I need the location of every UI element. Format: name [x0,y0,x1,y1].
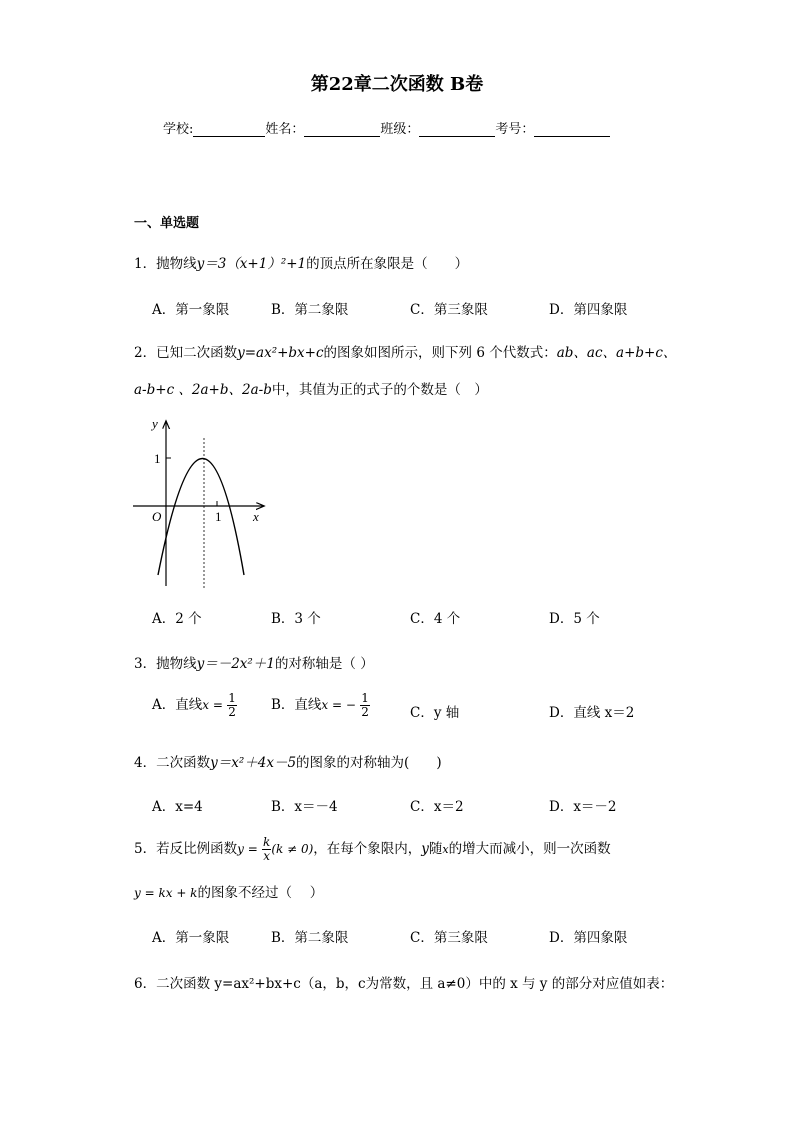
q5-option-c[interactable]: C．第三象限 [410,930,488,946]
q1-formula: y＝3（x+1）²+1 [196,256,307,272]
q5-pre: 5．若反比例函数 [134,841,238,857]
q4-option-d[interactable]: D．x＝－2 [549,799,617,815]
q2-pre: 2．已知二次函数 [134,345,238,361]
q2-post-2: 中，其值为正的式子的个数是（ ） [271,382,488,398]
q3-b-fraction [360,692,370,719]
school-blank[interactable] [193,122,265,137]
q4-post: 的图象的对称轴为( ) [296,755,442,771]
q2-option-b[interactable]: B．3 个 [271,611,321,627]
q3-a-den: 2 [228,705,236,719]
q2-formula: y=ax²+bx+c [237,345,324,361]
q3-option-b[interactable] [271,692,370,719]
q1-option-d[interactable]: D．第四象限 [549,302,628,318]
school-label: 学校: [163,122,194,137]
q3-option-a[interactable] [152,692,237,719]
q1-pre: 1．抛物线 [134,256,197,272]
q3-a-num: 1 [228,691,236,705]
origin-label: O [152,509,162,524]
question-2-line1 [134,341,676,361]
parabola-curve [158,459,244,576]
q1-post: 的顶点所在象限是（ ） [306,256,469,272]
q2-option-d[interactable]: D．5 个 [549,611,600,627]
q4-pre: 4．二次函数 [134,755,211,771]
q2-terms-2: a-b+c 、2a+b、2a-b [134,382,272,398]
question-6: 6．二次函数 y=ax²+bx+c（a，b，c为常数，且 a≠0）中的 x 与 y 的部分对应值如表： [134,976,674,992]
q3-formula: y＝－2x²＋1 [196,656,275,672]
q5-post: 的增大而减小，则一次函数 [448,841,611,857]
q5-line2-formula: y = kx + k [134,886,198,900]
exam-no-blank[interactable] [534,122,610,137]
q3-pre: 3．抛物线 [134,656,197,672]
q4-option-b[interactable]: B．x＝－4 [271,799,338,815]
q5-frac-num: k [263,835,271,849]
question-3 [134,652,374,672]
q5-fraction [262,836,271,863]
q2-terms-1: ab、ac、a+b+c、 [556,345,677,361]
q3-a-pre: A．直线 [152,697,203,713]
q3-option-c[interactable]: C．y 轴 [410,705,460,721]
parabola-graph [125,410,275,590]
q5-var-y: y [421,841,429,857]
q5-lhs: y = [237,842,258,856]
q3-a-fraction [227,692,237,719]
section-heading: 一、单选题 [134,216,200,231]
exam-no-label: 考号： [495,122,535,137]
student-info-line [163,118,610,137]
q3-b-den: 2 [361,705,369,719]
q5-frac-den: x [263,849,271,863]
y-axis-label: y [152,416,158,431]
x-tick-label: 1 [215,509,222,524]
q1-option-b[interactable]: B．第二象限 [271,302,349,318]
q3-b-eq: x = − [321,698,356,712]
question-2-line2 [134,378,488,398]
x-axis-label: x [253,509,259,524]
question-4 [134,751,442,771]
class-blank[interactable] [419,122,495,137]
q5-option-d[interactable]: D．第四象限 [549,930,628,946]
q3-a-eq: x = [202,698,223,712]
q5-mid2: 随 [428,841,443,857]
question-5-line1 [134,836,611,863]
q1-option-c[interactable]: C．第三象限 [410,302,488,318]
q5-cond: (k ≠ 0) [271,842,314,856]
q4-formula: y＝x²＋4x－5 [210,755,297,771]
q4-option-a[interactable]: A．x=4 [152,799,203,815]
q3-post: 的对称轴是（ ） [274,656,374,672]
q3-option-d[interactable]: D．直线 x＝2 [549,705,635,721]
name-label: 姓名： [265,122,305,137]
q5-option-b[interactable]: B．第二象限 [271,930,349,946]
page-title: 第22章二次函数 B卷 [310,74,484,95]
class-label: 班级： [380,122,420,137]
question-5-line2 [134,881,323,901]
q5-var-x: x [442,843,449,856]
q4-option-c[interactable]: C．x＝2 [410,799,464,815]
y-tick-label: 1 [154,451,161,466]
q2-post: 的图象如图所示，则下列 6 个代数式： [323,345,557,361]
q5-mid: ，在每个象限内， [313,841,422,857]
q5-option-a[interactable]: A．第一象限 [152,930,230,946]
question-1 [134,252,468,272]
q3-b-pre: B．直线 [271,697,322,713]
q1-option-a[interactable]: A．第一象限 [152,302,230,318]
q5-line2-post: 的图象不经过（ ） [197,885,324,901]
q3-b-num: 1 [361,691,369,705]
name-blank[interactable] [304,122,380,137]
q2-option-c[interactable]: C．4 个 [410,611,461,627]
q2-option-a[interactable]: A．2 个 [152,611,202,627]
